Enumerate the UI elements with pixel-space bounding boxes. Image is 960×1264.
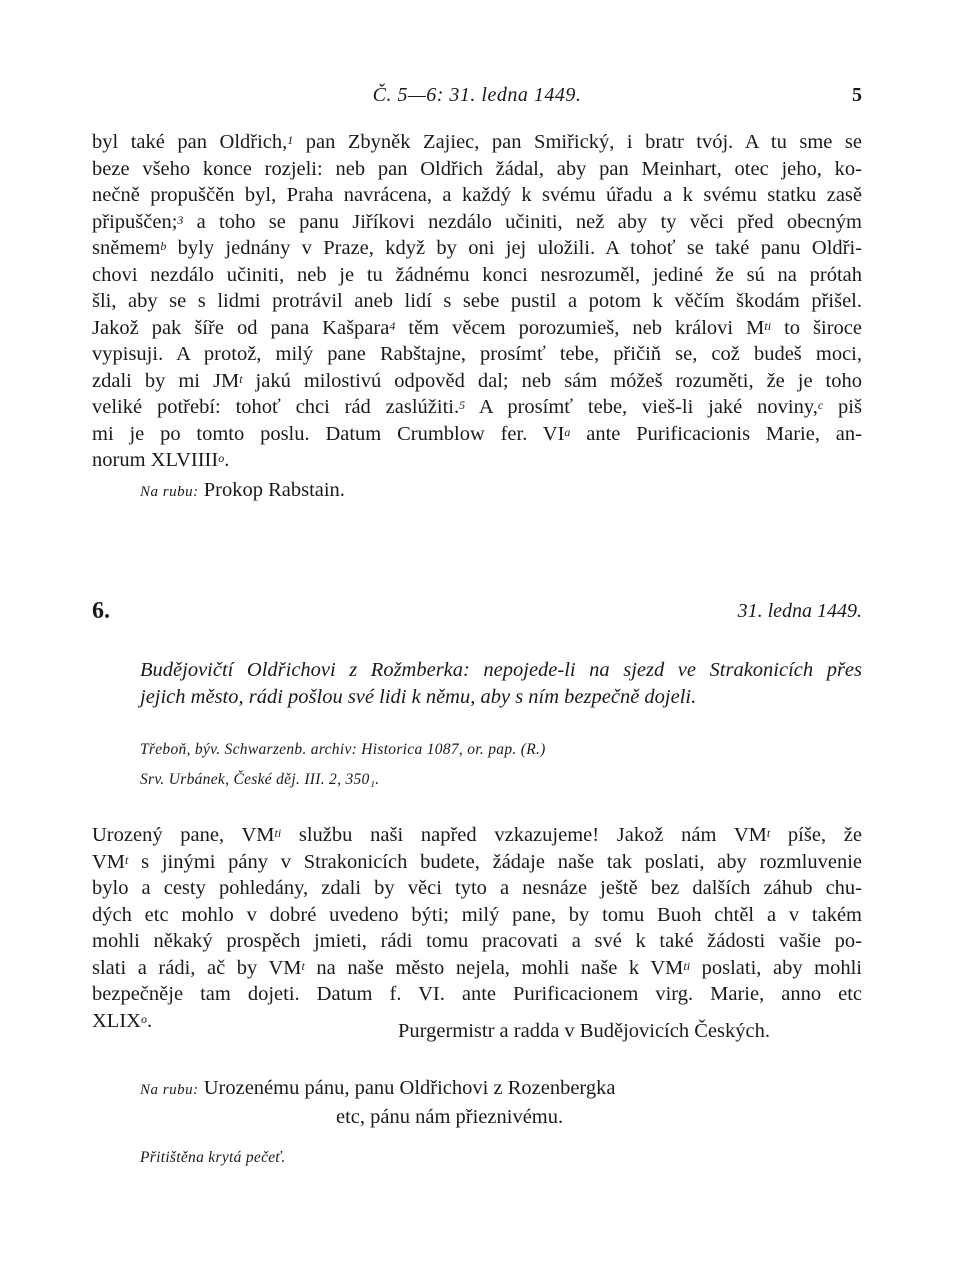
literature-reference: Srv. Urbánek, České děj. III. 2, 350₁.	[140, 771, 380, 788]
text-segment: šli, aby se s lidmi protrávil aneb lidí s sebe pustil a potom k věčím škodám přišel.	[92, 290, 862, 312]
footnote-marker: 5	[459, 398, 466, 412]
text-segment: chovi nezdálo učiniti, neb je tu žádnému konci nesrozuměl, jediné že sú na prótah	[92, 263, 862, 286]
doc-number: 6.	[92, 598, 110, 624]
archive-reference: Třeboň, býv. Schwarzenb. archiv: Historica 1087, or. pap. (R.)	[140, 741, 546, 758]
text-segment: vypisuji. A protož, milý pane Rabštajne, prosímť tebe, přičiň se, což budeš moci,	[92, 343, 862, 365]
footnote-marker: ti	[683, 958, 691, 973]
footnote-marker: 3	[177, 212, 184, 227]
text-line	[92, 315, 862, 342]
doc-6-body	[92, 822, 862, 1034]
text-line	[92, 421, 862, 448]
letter-5-body	[92, 129, 862, 474]
text-line	[92, 209, 862, 236]
text-segment: piš	[823, 396, 862, 418]
footnote-marker: o	[140, 1011, 147, 1026]
text-segment: sněmem	[92, 237, 161, 259]
footnote-marker: t	[301, 958, 305, 973]
footnote-marker: t	[239, 371, 243, 386]
text-segment: to široce	[771, 316, 862, 339]
verso-addressee: Prokop Rabstain.	[203, 479, 345, 501]
text-segment: slati a rádi, ač by VM	[92, 956, 302, 979]
text-segment: XLIX	[92, 1009, 141, 1032]
text-line	[92, 447, 862, 474]
text-segment: A prosímť tebe, vieš-li jaké noviny,	[465, 396, 818, 418]
text-segment: .	[224, 449, 230, 471]
text-segment: pan Zbyněk Zajiec, pan Smiřický, i bratr tvój. A tu sme se	[293, 131, 862, 153]
regest-line: jejich město, rádi pošlou své lidi k němu, aby s ním bezpečně dojeli.	[140, 685, 697, 708]
page-number: 5	[852, 84, 862, 106]
text-segment: mi je po tomto poslu. Datum Crumblow fer. VI	[92, 422, 565, 445]
text-segment: jakú milostivú odpověd dal; neb sám móžeš rozuměti, že je toho	[242, 369, 862, 392]
text-segment: bylo a cesty pohledány, zdali by věci tyto a nesnáze ještě bez dalších záhub chu-	[92, 877, 862, 899]
text-segment: byl také pan Oldřich,	[92, 131, 288, 153]
text-segment: byly jednány v Praze, když by oni jej uložili. A tohoť se také panu Oldři-	[166, 237, 862, 259]
text-segment: s jinými pány v Strakonicích budete, žádaje naše tak poslati, aby rozmluvenie	[128, 850, 862, 873]
footnote-marker: 1	[287, 133, 294, 147]
verso-label: Na rubu:	[140, 484, 199, 500]
text-line	[92, 129, 862, 156]
text-line	[92, 262, 862, 289]
doc-6-verso	[140, 1075, 615, 1131]
text-line	[92, 235, 862, 262]
footnote-marker: ti	[764, 318, 772, 333]
text-segment: těm věcem porozumieš, neb královi M	[395, 316, 765, 339]
running-head	[92, 84, 862, 110]
doc-6-regest	[140, 657, 862, 710]
text-segment: mohli někaký prospěch jmieti, rádi tomu pracovati a své k také žádosti vašie po-	[92, 930, 862, 952]
footnote-marker: t	[766, 826, 771, 840]
text-segment: zdali by mi JM	[92, 369, 240, 392]
text-segment: bezpečněje tam dojeti. Datum f. VI. ante Purificacionem virg. Marie, anno etc	[92, 983, 862, 1005]
text-line	[92, 928, 862, 955]
text-line	[92, 341, 862, 368]
doc-date: 31. ledna 1449.	[737, 600, 862, 622]
text-segment: VM	[92, 850, 126, 873]
verso-address-line-1: Urozenému pánu, panu Oldřichovi z Rozenbergka	[203, 1077, 616, 1099]
text-segment: a toho se panu Jiříkovi nezdálo učiniti, než aby ty věci před obecným	[183, 210, 862, 233]
doc-6-header	[92, 598, 862, 628]
text-segment: ante Purificacionis Marie, an-	[570, 422, 862, 445]
signature-line: Purgermistr a radda v Budějovicích Českých.	[398, 1020, 770, 1042]
footnote-marker: a	[564, 424, 571, 439]
text-segment: .	[146, 1009, 153, 1032]
text-line	[92, 981, 862, 1008]
letter-5-verso	[140, 479, 345, 502]
verso-label: Na rubu:	[140, 1082, 199, 1098]
text-line	[92, 902, 862, 929]
text-segment: na naše město nejela, mohli naše k VM	[304, 956, 684, 979]
footnote-marker: ti	[274, 826, 282, 840]
text-segment: Urozený pane, VM	[92, 824, 275, 846]
text-line	[92, 822, 862, 849]
verso-address-line-2: etc, pánu nám přieznivému.	[336, 1106, 564, 1128]
text-segment: nečně propuščěn byl, Praha navrácena, a každý k svému úřadu a k svému statku zasě	[92, 184, 862, 206]
text-line	[92, 368, 862, 395]
regest-line: Budějovičtí Oldřichovi z Rožmberka: nepojede-li na sjezd ve Strakonicích přes	[140, 659, 862, 681]
footnote-marker: b	[160, 239, 167, 253]
text-segment: Jakož pak šíře od pana Kašpara	[92, 316, 390, 339]
footnote-marker: 4	[389, 318, 396, 333]
footnote-marker: c	[817, 398, 824, 412]
footnote-marker: o	[218, 451, 225, 465]
text-segment: norum XLVIIII	[92, 449, 219, 471]
text-segment: službu naši napřed vzkazujeme! Jakož nám VM	[281, 824, 767, 846]
running-title: Č. 5—6: 31. ledna 1449.	[372, 84, 582, 106]
text-segment: píše, že	[770, 824, 862, 846]
text-line	[92, 955, 862, 982]
text-segment: dých etc mohlo v dobré uvedeno býti; milý pane, by tomu Buoh chtěl a v takém	[92, 903, 862, 926]
seal-note: Přitištěna krytá pečeť.	[140, 1149, 286, 1166]
text-segment: veliké potřebí: tohoť chci rád zaslúžiti.	[92, 396, 460, 418]
text-segment: připuščen;	[92, 210, 178, 233]
footnote-marker: t	[125, 852, 129, 867]
text-segment: poslati, aby mohli	[690, 956, 863, 979]
text-line	[92, 288, 862, 315]
text-line	[92, 182, 862, 209]
text-line	[92, 156, 862, 183]
text-line	[92, 394, 862, 421]
text-line	[92, 875, 862, 902]
text-segment: beze všeho konce rozjeli: neb pan Oldřich žádal, aby pan Meinhart, otec jeho, ko-	[92, 157, 862, 180]
text-line	[92, 849, 862, 876]
